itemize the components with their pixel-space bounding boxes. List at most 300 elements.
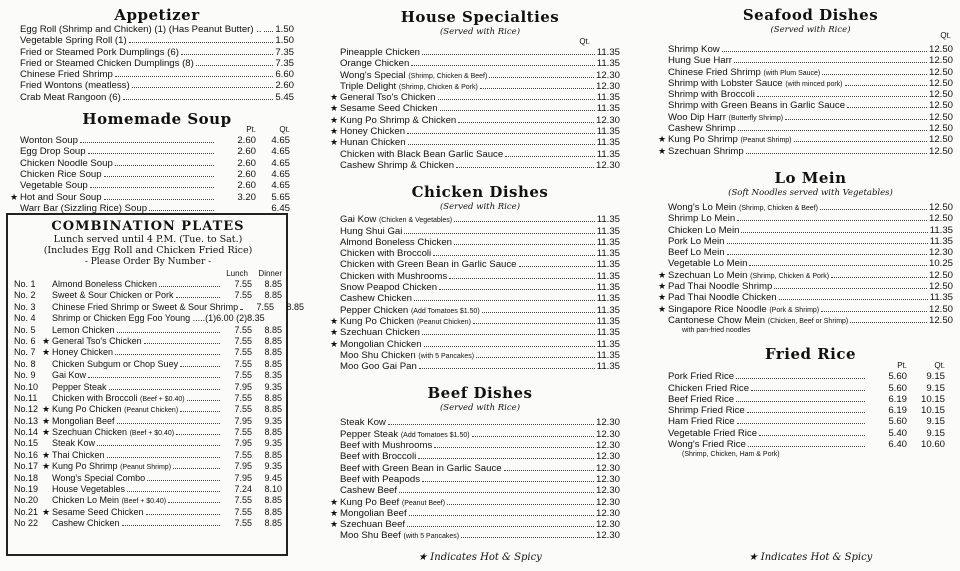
menu-item-name xyxy=(668,383,749,394)
combo-row[interactable] xyxy=(14,461,282,472)
menu-item-row[interactable] xyxy=(20,135,294,146)
combo-dinner-price: 8.85 xyxy=(264,347,282,358)
menu-item-price: 11.35 xyxy=(596,327,620,339)
menu-item-row[interactable] xyxy=(20,146,294,157)
combo-label: House Vegetables xyxy=(52,484,126,495)
combo-row[interactable] xyxy=(14,313,282,324)
hot-spicy-star-icon: ★ xyxy=(42,404,51,415)
middle-column xyxy=(330,0,620,571)
menu-item-note: (Add Tomatoes $1.50) xyxy=(410,307,480,315)
combo-row[interactable] xyxy=(14,382,282,393)
menu-item-row[interactable] xyxy=(330,507,620,519)
lomein-title: Lo Mein xyxy=(774,168,847,187)
menu-item-price-quart: 9.15 xyxy=(926,427,945,439)
leader-dots xyxy=(104,199,214,200)
menu-item-row[interactable] xyxy=(340,429,620,440)
menu-item-price: 12.30 xyxy=(595,80,620,92)
hot-spicy-star-icon: ★ xyxy=(330,103,339,114)
menu-item-label: Orange Chicken xyxy=(340,58,410,70)
menu-item-row[interactable] xyxy=(668,112,953,123)
menu-item-row[interactable] xyxy=(340,149,620,160)
menu-item-row[interactable] xyxy=(330,137,620,149)
menu-item-row[interactable] xyxy=(340,293,620,304)
menu-item-name xyxy=(340,160,454,171)
combo-row[interactable] xyxy=(14,507,282,518)
leader-dots xyxy=(407,526,594,527)
menu-item-row[interactable] xyxy=(20,169,294,180)
hot-spicy-star-icon: ★ xyxy=(42,449,51,460)
appetizer-title: Appetizer xyxy=(114,6,200,24)
menu-item-label: Chicken with Green Bean in Garlic Sauce xyxy=(340,259,517,271)
hot-spicy-star-icon: ★ xyxy=(42,347,51,358)
seafood-list xyxy=(658,44,953,157)
combo-name xyxy=(52,370,86,381)
menu-item-label: Cashew Beef xyxy=(340,485,398,497)
menu-item-label: Fried Wontons (meatless) xyxy=(20,80,130,92)
menu-item-row[interactable] xyxy=(340,259,620,270)
menu-item-label: Pad Thai Noodle Shrimp xyxy=(668,281,773,293)
menu-item-label: Sesame Seed Chicken xyxy=(340,103,438,115)
menu-item-name xyxy=(668,405,745,416)
menu-item-row[interactable] xyxy=(340,81,620,92)
menu-item-price-quart: 4.65 xyxy=(271,135,290,147)
menu-item-price: 12.50 xyxy=(928,111,953,123)
menu-item-row[interactable] xyxy=(330,126,620,138)
menu-item-price-quart: 6.45 xyxy=(271,202,290,214)
menu-item-row[interactable] xyxy=(658,269,953,281)
menu-item-label: Wong's Special xyxy=(340,69,406,81)
combo-name xyxy=(52,290,174,301)
menu-item-row[interactable] xyxy=(20,80,294,91)
combo-row[interactable] xyxy=(14,290,282,301)
menu-item-price: 1.50 xyxy=(275,35,294,47)
chicken-list xyxy=(330,214,620,373)
friedrice-title: Fried Rice xyxy=(764,345,857,364)
combo-lunch-price: 7.55 xyxy=(234,347,252,358)
beef-list xyxy=(330,417,620,542)
leader-dots xyxy=(409,515,594,516)
combo-row[interactable] xyxy=(14,301,305,313)
menu-item-name xyxy=(20,80,130,91)
combo-number: No. 6 xyxy=(14,335,36,346)
soup-title: Homemade Soup xyxy=(82,110,232,129)
menu-item-row[interactable] xyxy=(668,202,953,213)
leader-dots xyxy=(722,51,927,52)
menu-item-row[interactable] xyxy=(330,327,620,339)
friedrice-list xyxy=(668,371,953,450)
leader-dots xyxy=(454,221,595,222)
combo-lunch-price: 7.55 xyxy=(234,495,252,506)
menu-item-price: 7.35 xyxy=(275,57,294,69)
menu-item-price: 11.35 xyxy=(596,126,620,138)
menu-item-row[interactable] xyxy=(668,55,953,66)
menu-item-row[interactable] xyxy=(340,305,620,316)
combo-row[interactable] xyxy=(14,347,282,358)
menu-item-row[interactable] xyxy=(340,530,620,541)
menu-item-row[interactable] xyxy=(330,103,620,115)
menu-item-row[interactable] xyxy=(340,58,620,69)
combo-lunch-price: 7.95 xyxy=(234,415,252,426)
combo-label: General Tso's Chicken xyxy=(52,335,142,346)
combo-list xyxy=(14,279,305,530)
menu-item-row[interactable] xyxy=(668,416,953,427)
hot-spicy-star-icon: ★ xyxy=(330,114,339,125)
hot-spicy-star-icon: ★ xyxy=(42,335,51,346)
combo-label: Sweet & Sour Chicken or Pork xyxy=(52,290,174,301)
menu-item-price-pint: 2.60 xyxy=(237,168,256,180)
menu-item-label: Wonton Soup xyxy=(20,135,78,147)
menu-item-row[interactable] xyxy=(668,123,953,134)
leader-dots xyxy=(117,423,220,424)
leader-dots xyxy=(727,254,927,255)
menu-item-row[interactable] xyxy=(330,496,620,508)
menu-item-price-quart: 5.65 xyxy=(271,191,290,203)
menu-item-price: 11.35 xyxy=(596,270,620,282)
menu-item-price-pint: 2.60 xyxy=(237,135,256,147)
menu-item-row[interactable] xyxy=(340,271,620,282)
combo-row[interactable] xyxy=(14,359,282,370)
menu-item-price: 12.30 xyxy=(595,159,620,171)
menu-item-row[interactable] xyxy=(20,180,294,191)
menu-item-name xyxy=(340,361,417,372)
menu-item-note: (Chicken, Beef or Shrimp) xyxy=(767,317,849,325)
menu-item-label: Fried or Steamed Chicken Dumplings (8) xyxy=(20,57,194,69)
menu-item-label: Vegetable Spring Roll (1) xyxy=(20,35,127,47)
menu-item-row[interactable] xyxy=(668,394,953,405)
menu-item-row[interactable] xyxy=(340,282,620,293)
leader-dots xyxy=(822,74,927,75)
menu-item-price: 5.45 xyxy=(275,91,294,103)
menu-item-name xyxy=(330,507,407,519)
combo-dinner-price: 8.85 xyxy=(264,335,282,346)
leader-dots xyxy=(747,412,865,413)
menu-item-price-pint: 5.60 xyxy=(888,416,907,428)
menu-item-row[interactable] xyxy=(668,383,953,394)
leader-dots xyxy=(411,65,594,66)
combo-dinner-price: 8.85 xyxy=(264,358,282,369)
leader-dots xyxy=(109,389,220,390)
menu-item-row[interactable] xyxy=(330,114,620,126)
menu-item-row[interactable] xyxy=(658,134,953,146)
combo-row[interactable] xyxy=(14,336,282,347)
combo-row[interactable] xyxy=(14,416,282,427)
menu-item-row[interactable] xyxy=(20,58,294,69)
menu-item-row[interactable] xyxy=(330,92,620,104)
leader-dots xyxy=(433,255,595,256)
leader-dots xyxy=(196,65,273,66)
menu-item-price: 12.50 xyxy=(928,145,953,157)
leader-dots xyxy=(115,354,220,355)
menu-item-price: 11.35 xyxy=(596,58,620,70)
menu-item-row[interactable] xyxy=(340,474,620,485)
menu-item-name xyxy=(330,103,438,115)
hot-spicy-star-icon: ★ xyxy=(658,303,667,314)
menu-item-price-quart: 10.15 xyxy=(920,405,945,417)
combo-row[interactable] xyxy=(14,473,282,484)
leader-dots xyxy=(127,491,220,492)
menu-item-row[interactable] xyxy=(340,440,620,451)
combo-dinner-price: 8.85 xyxy=(286,301,305,312)
menu-item-row[interactable] xyxy=(330,519,620,531)
combo-row[interactable] xyxy=(14,518,282,529)
leader-dots xyxy=(458,122,594,123)
menu-item-row[interactable] xyxy=(668,439,953,450)
menu-item-label: Chicken Noodle Soup xyxy=(20,157,113,169)
combo-row[interactable] xyxy=(14,325,282,336)
menu-item-label: Honey Chicken xyxy=(340,126,406,138)
menu-item-price: 11.35 xyxy=(596,236,620,248)
leader-dots xyxy=(115,76,274,77)
menu-item-name xyxy=(340,248,431,259)
combo-row[interactable] xyxy=(14,393,282,404)
leader-dots xyxy=(759,435,865,436)
combo-row[interactable] xyxy=(14,484,282,495)
menu-item-price: 12.50 xyxy=(928,134,953,146)
menu-item-row[interactable] xyxy=(668,78,953,89)
leader-dots xyxy=(785,119,927,120)
leader-dots xyxy=(489,77,594,78)
menu-item-row[interactable] xyxy=(668,225,953,236)
menu-item-row[interactable] xyxy=(668,371,953,382)
combo-lunch-price: 7.55 xyxy=(234,392,252,403)
combo-label: Kung Po Shrimp xyxy=(52,461,118,472)
combo-dinner-price: 8.10 xyxy=(264,484,282,495)
leader-dots xyxy=(845,85,927,86)
menu-item-price-quart: 4.65 xyxy=(271,146,290,158)
menu-item-label: Pepper Steak xyxy=(340,428,399,440)
menu-item-price: 11.35 xyxy=(596,338,620,350)
hot-spicy-star-icon: ★ xyxy=(330,126,339,137)
menu-item-label: Beef with Broccoli xyxy=(340,451,417,463)
combo-label: Pepper Steak xyxy=(52,381,107,392)
menu-item-row[interactable] xyxy=(668,428,953,439)
combo-row[interactable] xyxy=(14,370,282,381)
menu-item-row[interactable] xyxy=(668,213,953,224)
menu-item-row[interactable] xyxy=(340,214,620,225)
combo-name xyxy=(52,359,178,370)
menu-item-label: Gai Kow xyxy=(340,214,377,226)
menu-item-row[interactable] xyxy=(20,158,294,169)
menu-item-price: 12.30 xyxy=(595,428,620,440)
leader-dots xyxy=(149,210,214,211)
menu-item-row[interactable] xyxy=(668,44,953,55)
menu-item-note: (with 5 Pancakes) xyxy=(418,352,475,360)
leader-dots xyxy=(449,278,595,279)
menu-item-row[interactable] xyxy=(340,47,620,58)
menu-item-price: 11.35 xyxy=(596,103,620,115)
menu-item-row[interactable] xyxy=(658,292,953,304)
combo-dinner-price: 9.35 xyxy=(264,461,282,472)
menu-item-price: 7.35 xyxy=(275,46,294,58)
combo-row[interactable] xyxy=(14,427,282,438)
menu-item-row[interactable] xyxy=(20,35,294,46)
menu-item-price: 11.35 xyxy=(596,214,620,226)
combo-lunch-price: 7.95 xyxy=(234,438,252,449)
combo-name xyxy=(52,347,113,358)
menu-item-label: Pineapple Chicken xyxy=(340,47,421,58)
menu-item-label: Pork Lo Mein xyxy=(668,235,725,247)
leader-dots xyxy=(472,436,594,437)
menu-item-price: 11.35 xyxy=(596,225,620,237)
menu-item-note: (with Plum Sauce) xyxy=(763,69,821,77)
seafood-subtitle: (Served with Rice) xyxy=(770,25,851,35)
leader-dots xyxy=(176,434,220,435)
menu-item-row[interactable] xyxy=(668,258,953,269)
menu-item-name xyxy=(340,485,397,496)
menu-item-label: Fried or Steamed Pork Dumplings (6) xyxy=(20,46,179,58)
house-title: House Specialties xyxy=(400,8,560,26)
combo-number: No.11 xyxy=(14,392,38,403)
menu-item-row[interactable] xyxy=(20,47,294,58)
leader-dots xyxy=(440,110,595,111)
menu-item-note: (Butterfly Shrimp) xyxy=(728,114,784,122)
leader-dots xyxy=(414,300,595,301)
leader-dots xyxy=(418,458,594,459)
menu-item-name xyxy=(20,180,88,191)
combo-lunch-price: 7.55 xyxy=(234,404,252,415)
hot-spicy-star-icon: ★ xyxy=(330,137,339,148)
combo-row[interactable] xyxy=(14,495,282,506)
combo-row[interactable] xyxy=(14,438,282,449)
menu-item-price-quart: 9.15 xyxy=(926,371,945,383)
menu-item-row[interactable] xyxy=(668,89,953,100)
leader-dots xyxy=(821,311,927,312)
menu-item-label: Snow Peapod Chicken xyxy=(340,282,438,294)
menu-item-label: Beef Lo Mein xyxy=(668,247,725,259)
combo-lunch-price: 7.55 xyxy=(234,370,252,381)
menu-item-price: 12.50 xyxy=(928,55,953,67)
menu-item-label: Vegetable Lo Mein xyxy=(668,258,748,270)
menu-item-row[interactable] xyxy=(340,485,620,496)
menu-item-price: 12.50 xyxy=(928,123,953,135)
menu-item-label: Hot and Sour Soup xyxy=(20,191,102,203)
menu-item-row[interactable] xyxy=(658,303,953,315)
menu-item-price-quart: 9.15 xyxy=(926,416,945,428)
menu-item-row[interactable] xyxy=(658,145,953,157)
menu-item-row[interactable] xyxy=(340,160,620,171)
combo-order-by-number: - Please Order By Number - xyxy=(84,257,212,267)
friedrice-col-qt: Qt. xyxy=(934,361,945,371)
menu-item-price-quart: 4.65 xyxy=(271,168,290,180)
menu-item-note: (with 5 Pancakes) xyxy=(403,533,460,541)
menu-item-row[interactable] xyxy=(340,248,620,259)
combo-row[interactable] xyxy=(14,279,282,290)
menu-item-row[interactable] xyxy=(20,24,294,35)
menu-item-label: Kung Po Shrimp xyxy=(668,134,738,146)
menu-item-name xyxy=(658,292,777,304)
menu-item-name xyxy=(20,58,194,69)
menu-item-name xyxy=(340,463,502,474)
combo-number: No.14 xyxy=(14,427,39,438)
combo-dinner-price: 9.35 xyxy=(264,381,282,392)
menu-item-row[interactable] xyxy=(658,281,953,293)
menu-item-row[interactable] xyxy=(20,92,294,103)
combo-number: No.19 xyxy=(14,484,39,495)
leader-dots xyxy=(422,481,594,482)
menu-item-row[interactable] xyxy=(668,315,953,326)
combo-number: No.15 xyxy=(14,438,39,449)
menu-item-note: (Shrimp, Chicken & Pork) xyxy=(750,272,830,280)
menu-item-row[interactable] xyxy=(340,451,620,462)
combo-name xyxy=(52,438,95,449)
menu-item-row[interactable] xyxy=(340,237,620,248)
leader-dots xyxy=(117,332,220,333)
menu-item-name xyxy=(668,100,845,111)
menu-item-label: Pepper Chicken xyxy=(340,304,409,316)
combo-lunch-price: 7.55 xyxy=(234,506,252,517)
menu-item-price-pint: 6.19 xyxy=(888,405,907,417)
menu-item-row[interactable] xyxy=(668,67,953,78)
menu-item-row[interactable] xyxy=(668,236,953,247)
leader-dots xyxy=(129,42,274,43)
leader-dots xyxy=(847,107,927,108)
menu-item-row[interactable] xyxy=(330,315,620,327)
menu-item-price: 12.30 xyxy=(595,507,620,519)
menu-item-row[interactable] xyxy=(10,191,294,203)
menu-item-name xyxy=(668,89,755,100)
menu-item-name xyxy=(330,327,420,339)
hot-spicy-star-icon: ★ xyxy=(658,281,667,292)
menu-item-row[interactable] xyxy=(330,338,620,350)
leader-dots xyxy=(144,343,220,344)
combo-dinner-price: 9.35 xyxy=(264,415,282,426)
menu-item-row[interactable] xyxy=(668,100,953,111)
menu-item-price: 11.35 xyxy=(596,259,620,271)
leader-dots xyxy=(88,153,214,154)
leader-dots xyxy=(456,167,594,168)
menu-item-name xyxy=(330,338,422,350)
combo-number: No.21 xyxy=(14,506,39,517)
menu-item-row[interactable] xyxy=(20,69,294,80)
menu-item-row[interactable] xyxy=(340,350,620,361)
leader-dots xyxy=(736,401,865,402)
combo-dinner-price: 8.85 xyxy=(264,290,282,301)
combo-row[interactable] xyxy=(14,404,282,415)
seafood-title: Seafood Dishes xyxy=(742,6,879,24)
menu-item-label: Singapore Rice Noodle xyxy=(668,303,767,315)
menu-item-label: Kung Po Shrimp & Chicken xyxy=(340,114,457,126)
menu-item-price: 12.50 xyxy=(928,44,953,55)
combo-name xyxy=(52,279,157,290)
menu-item-label: Chicken Rice Soup xyxy=(20,168,102,180)
menu-item-name xyxy=(20,135,78,146)
combo-dinner-price: 9.35 xyxy=(264,438,282,449)
menu-item-label: Wong's Lo Mein xyxy=(668,201,737,213)
menu-item-price-pint: 2.60 xyxy=(237,180,256,192)
leader-dots xyxy=(519,266,595,267)
menu-item-row[interactable] xyxy=(340,70,620,81)
leader-dots xyxy=(794,141,927,142)
menu-item-row[interactable] xyxy=(668,405,953,416)
menu-item-row[interactable] xyxy=(340,463,620,474)
beef-title: Beef Dishes xyxy=(427,384,533,403)
menu-item-price: 12.50 xyxy=(928,66,953,78)
menu-item-note: (Shrimp, Chicken & Beef) xyxy=(739,204,818,212)
combo-number: No.17 xyxy=(14,461,39,472)
hot-spicy-star-icon: ★ xyxy=(330,315,339,326)
menu-item-row[interactable] xyxy=(340,226,620,237)
menu-item-price: 12.30 xyxy=(595,417,620,429)
menu-item-row[interactable] xyxy=(340,417,620,428)
menu-item-row[interactable] xyxy=(668,247,953,258)
combo-includes: (Includes Egg Roll and Chicken Fried Rice) xyxy=(43,245,253,256)
menu-item-label: Kung Po Beef xyxy=(340,496,400,508)
menu-item-row[interactable] xyxy=(340,361,620,372)
combo-row[interactable] xyxy=(14,450,282,461)
menu-item-price: 11.35 xyxy=(596,47,620,58)
menu-item-label: Hung Sue Harr xyxy=(668,55,732,67)
combo-number: No.20 xyxy=(14,495,39,506)
